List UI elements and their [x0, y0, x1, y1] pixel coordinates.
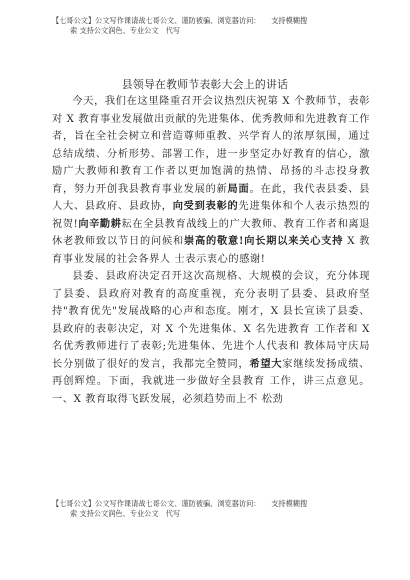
paragraph-1 — [52, 93, 370, 268]
document-title: 县领导在教师节表彰大会上的讲话 — [121, 78, 289, 91]
text-run-bold: 希望大 — [249, 357, 283, 370]
text-run: X 教育事业发展的社会各界人 士表示衷心的感谢! — [52, 236, 370, 265]
text-run-bold: 崇高的敬意!向长期以来关心支持 — [183, 235, 344, 247]
banner-line-1: 【七哥公文】公文写作课请战七哥公文、谨防被骗、浏览器访问： 支持模糊搜 — [52, 499, 308, 508]
text-run: 今天，我们在这里隆重召开会议热烈庆祝第 X 个教师节，表彰对 X 教育事业发展做出贡献的先进集体、优秀教师和先进教育工作者，旨在全社会树立和营造尊师重教、兴学育人的浓厚氛围，通过总结成绩、分析形势、部署工作，进一步坚定办好教育的信心，激励广大教师和教育工作者以更加饱满的热情、昂扬的斗志投身教育，努力开创我县教育事业发展的新 — [52, 96, 370, 195]
text-run: 家继续发扬成绩、再创辉煌。下面，我就进一步做好全县教育 工作，讲三点意见。一、X 教育取得飞跃发展，必须趋势而上不 松劲 — [52, 358, 370, 405]
text-run: 先进集体和个人表示热烈的祝贺! — [52, 201, 370, 230]
banner-line-2: 索 支持公文润色、专业公文 代写 — [70, 509, 181, 518]
text-run: 。在此，我代表县委、县人大、县政府、县政协， — [52, 183, 370, 212]
text-run-bold: 向辛勤耕 — [78, 217, 122, 230]
banner-line-2: 索 支持公文润色、专业公文 代写 — [70, 26, 181, 35]
header-banner — [52, 16, 382, 36]
text-run-bold: 局面 — [227, 182, 250, 195]
text-run-bold: 向受到表彰的 — [172, 200, 239, 212]
paragraph-2 — [52, 268, 370, 408]
text-run: 县委、县政府决定召开这次高规格、大规模的会议，充分体现了县委、县政府对教育的高度重视，充分表明了县委、县政府坚持"教育优先"发展战略的心声和态度。刚才，X 县长宣读了县委、县政府的表彰决定，对 X 个先进集体、X 名先进教育 工作者和 X 名优秀教师进行了表彰;先进集体、先进个人代表和 教体局守庆局长分别做了很好的发言，我都完全赞同， — [52, 271, 370, 370]
text-run: 耘在全县教育战线上的广大教师、教育工作者和离退休老教师致以节日的问候和 — [52, 218, 370, 247]
banner-line-1: 【七哥公文】公文写作课请战七哥公文、谨防被骗、浏览器访问： 支持模糊搜 — [52, 16, 308, 25]
footer-banner — [52, 499, 382, 519]
document-body — [52, 93, 370, 408]
